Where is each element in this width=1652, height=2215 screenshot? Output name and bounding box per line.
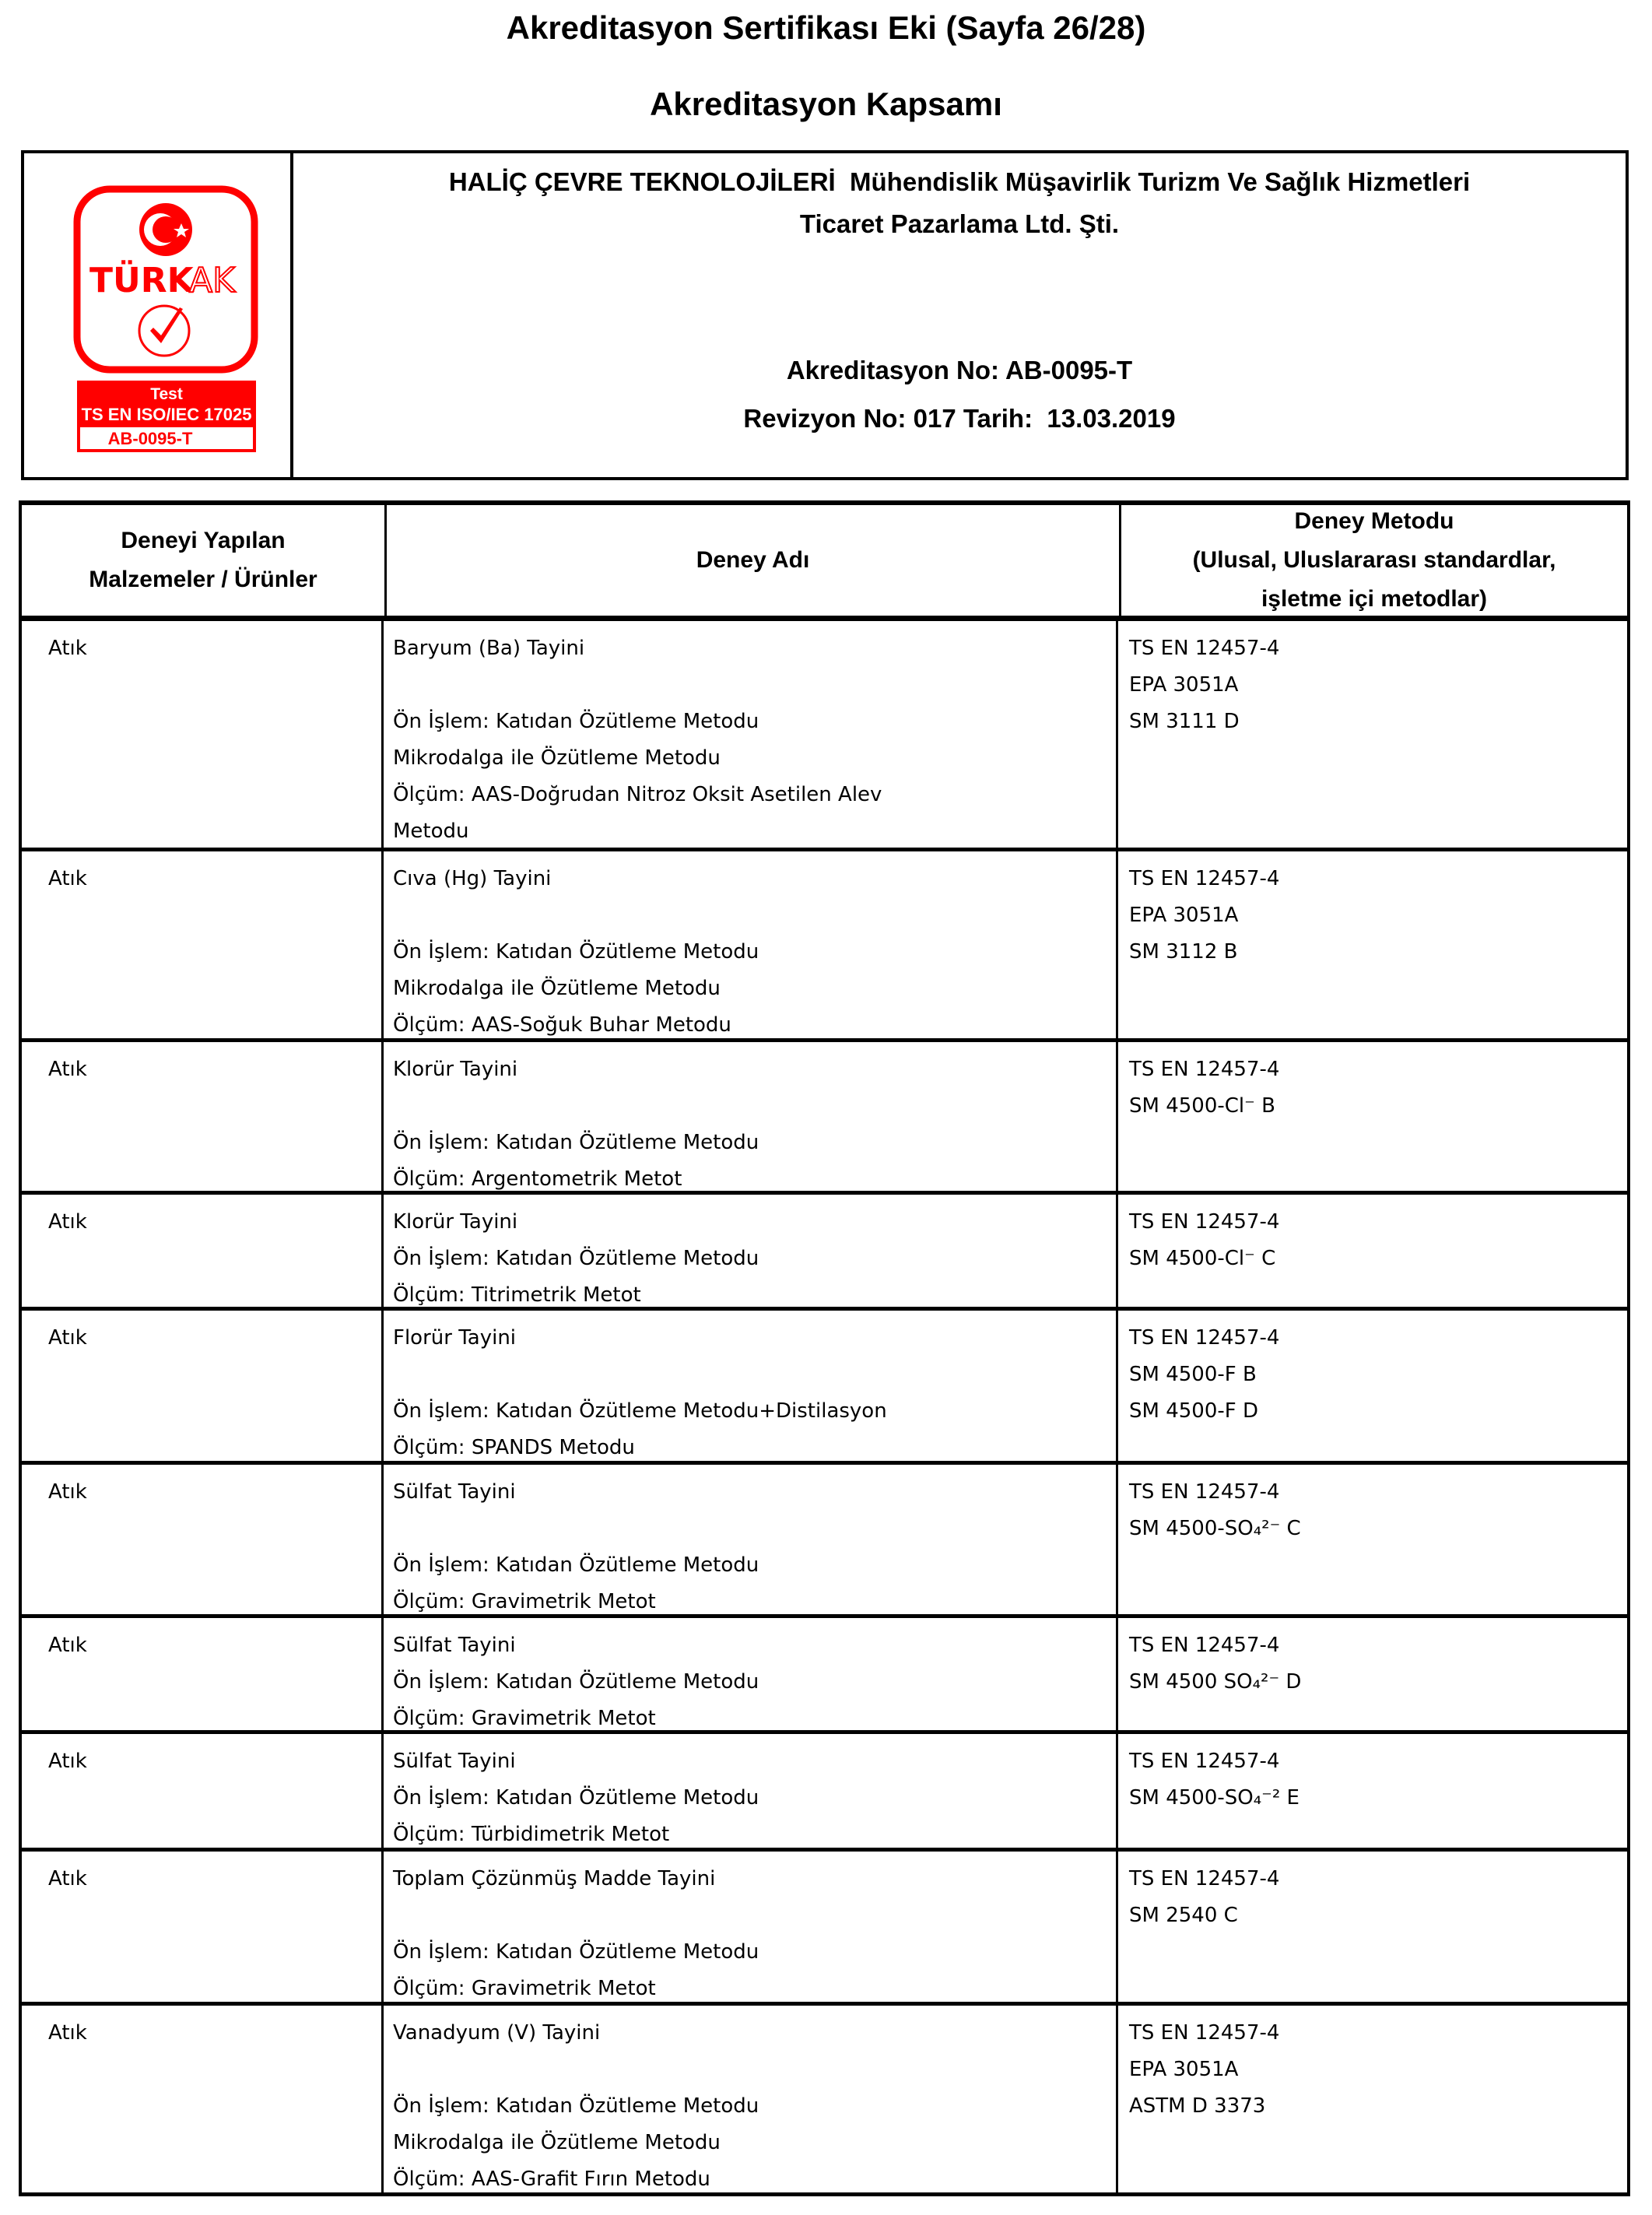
test-method-cell: TS EN 12457-4 SM 2540 C <box>1116 1852 1630 2002</box>
turkak-logo <box>72 184 259 455</box>
organization-name-line1: HALİÇ ÇEVRE TEKNOLOJİLERİ Mühendislik Müşavirlik Turizm Ve Sağlık Hizmetleri <box>448 167 1471 196</box>
material-cell: Atık <box>19 1618 381 1730</box>
material-cell: Atık <box>19 1195 381 1307</box>
accreditation-number: Akreditasyon No: AB-0095-T <box>786 356 1133 384</box>
test-name-cell: Toplam Çözünmüş Madde Tayini Ön İşlem: Katıdan Özütleme Metodu Ölçüm: Gravimetrik Metot <box>381 1852 1116 2002</box>
page-subtitle: Akreditasyon Kapsamı <box>650 86 1002 122</box>
table-header-row <box>19 500 1630 621</box>
turkak-logo-icon <box>72 184 259 455</box>
test-name-cell: Baryum (Ba) Tayini Ön İşlem: Katıdan Özütleme Metodu Mikrodalga ile Özütleme Metodu Ölçüm: AAS-Doğrudan Nitroz Oksit Asetilen Alev Metodu <box>381 621 1116 848</box>
test-name-cell: Sülfat Tayini Ön İşlem: Katıdan Özütleme Metodu Ölçüm: Gravimetrik Metot <box>381 1618 1116 1730</box>
test-method-cell: TS EN 12457-4 SM 4500-Cl⁻ B <box>1116 1042 1630 1191</box>
material-cell: Atık <box>19 1042 381 1191</box>
material-cell: Atık <box>19 1311 381 1461</box>
table-row <box>19 851 1630 1042</box>
material-cell: Atık <box>19 851 381 1038</box>
test-name-cell: Sülfat Tayini Ön İşlem: Katıdan Özütleme Metodu Ölçüm: Gravimetrik Metot <box>381 1465 1116 1614</box>
test-method-cell: TS EN 12457-4 SM 4500-Cl⁻ C <box>1116 1195 1630 1307</box>
page-title: Akreditasyon Sertifikası Eki (Sayfa 26/28) <box>506 9 1146 46</box>
svg-text:AB-0095-T: AB-0095-T <box>107 429 193 448</box>
organization-name-line2: Ticaret Pazarlama Ltd. Şti. <box>799 209 1120 238</box>
material-cell: Atık <box>19 2006 381 2192</box>
material-cell: Atık <box>19 1852 381 2002</box>
table-row <box>19 2006 1630 2196</box>
test-method-cell: TS EN 12457-4 SM 4500-SO₄⁻² E <box>1116 1734 1630 1848</box>
table-row <box>19 1465 1630 1618</box>
svg-text:AK: AK <box>189 261 235 300</box>
test-name-cell: Vanadyum (V) Tayini Ön İşlem: Katıdan Özütleme Metodu Mikrodalga ile Özütleme Metodu Ölçüm: AAS-Grafit Fırın Metodu <box>381 2006 1116 2192</box>
table-row <box>19 1042 1630 1195</box>
test-name-cell: Florür Tayini Ön İşlem: Katıdan Özütleme Metodu+Distilasyon Ölçüm: SPANDS Metodu <box>381 1311 1116 1461</box>
material-cell: Atık <box>19 1465 381 1614</box>
header-test-name: Deney Adı <box>384 505 1119 616</box>
test-method-cell: TS EN 12457-4 EPA 3051A SM 3112 B <box>1116 851 1630 1038</box>
test-method-cell: TS EN 12457-4 EPA 3051A ASTM D 3373 <box>1116 2006 1630 2192</box>
test-method-cell: TS EN 12457-4 EPA 3051A SM 3111 D <box>1116 621 1630 848</box>
table-row <box>19 621 1630 851</box>
test-method-cell: TS EN 12457-4 SM 4500-F B SM 4500-F D <box>1116 1311 1630 1461</box>
table-row <box>19 1852 1630 2006</box>
accreditation-header-box <box>21 150 1629 480</box>
material-cell: Atık <box>19 1734 381 1848</box>
test-name-cell: Klorür Tayini Ön İşlem: Katıdan Özütleme Metodu Ölçüm: Argentometrik Metot <box>381 1042 1116 1191</box>
revision-info: Revizyon No: 017 Tarih: 13.03.2019 <box>743 404 1176 433</box>
header-materials: Deneyi Yapılan Malzemeler / Ürünler <box>89 528 317 592</box>
svg-text:TS EN ISO/IEC 17025: TS EN ISO/IEC 17025 <box>81 405 252 424</box>
svg-text:TÜRK: TÜRK <box>89 261 194 300</box>
test-name-cell: Klorür Tayini Ön İşlem: Katıdan Özütleme Metodu Ölçüm: Titrimetrik Metot <box>381 1195 1116 1307</box>
test-method-cell: TS EN 12457-4 SM 4500 SO₄²⁻ D <box>1116 1618 1630 1730</box>
table-row <box>19 1311 1630 1465</box>
header-test-method: Deney Metodu (Ulusal, Uluslararası standardlar, işletme içi metodlar) <box>1119 505 1627 616</box>
svg-text:Test: Test <box>150 385 183 403</box>
table-row <box>19 1618 1630 1734</box>
table-row <box>19 1734 1630 1852</box>
test-name-cell: Cıva (Hg) Tayini Ön İşlem: Katıdan Özütleme Metodu Mikrodalga ile Özütleme Metodu Ölçüm: AAS-Soğuk Buhar Metodu <box>381 851 1116 1038</box>
material-cell: Atık <box>19 621 381 848</box>
table-row <box>19 1195 1630 1311</box>
test-name-cell: Sülfat Tayini Ön İşlem: Katıdan Özütleme Metodu Ölçüm: Türbidimetrik Metot <box>381 1734 1116 1848</box>
test-method-cell: TS EN 12457-4 SM 4500-SO₄²⁻ C <box>1116 1465 1630 1614</box>
